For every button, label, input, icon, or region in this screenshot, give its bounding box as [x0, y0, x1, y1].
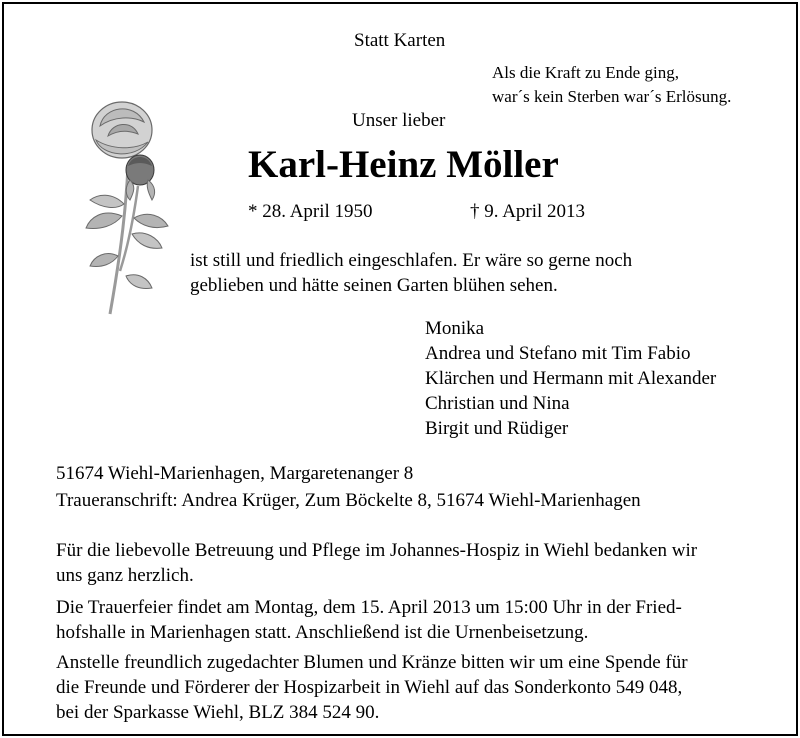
thanks-line: Für die liebevolle Betreuung und Pflege im Johannes-Hospiz in Wiehl bedanken wir — [56, 540, 698, 561]
family-list — [425, 316, 716, 441]
family-member: Christian und Nina — [425, 393, 570, 414]
service-line: hofshalle in Marienhagen statt. Anschließend ist die Urnenbeisetzung. — [56, 622, 589, 643]
intro-text: Unser lieber — [352, 110, 446, 131]
mourning-address: Traueranschrift: Andrea Krüger, Zum Böckelte 8, 51674 Wiehl-Marienhagen — [56, 490, 641, 511]
death-date: † 9. April 2013 — [470, 201, 586, 222]
birth-date: * 28. April 1950 — [248, 201, 373, 222]
service-paragraph — [56, 595, 682, 645]
donation-paragraph — [56, 650, 688, 725]
obituary-card — [2, 2, 798, 736]
verse — [492, 61, 731, 109]
family-member: Klärchen und Hermann mit Alexander — [425, 368, 717, 389]
family-member: Monika — [425, 318, 485, 339]
donation-line: Anstelle freundlich zugedachter Blumen und Kränze bitten wir um eine Spende für — [56, 652, 688, 673]
rose-icon — [82, 96, 172, 318]
family-member: Andrea und Stefano mit Tim Fabio — [425, 343, 691, 364]
family-member: Birgit und Rüdiger — [425, 418, 569, 439]
statt-karten-label: Statt Karten — [354, 30, 446, 51]
message — [190, 248, 632, 298]
message-line: geblieben und hätte seinen Garten blühen sehen. — [190, 275, 558, 296]
verse-line: war´s kein Sterben war´s Erlösung. — [492, 87, 732, 106]
thanks-paragraph — [56, 538, 697, 588]
thanks-line: uns ganz herzlich. — [56, 565, 194, 586]
service-line: Die Trauerfeier findet am Montag, dem 15. April 2013 um 15:00 Uhr in der Fried- — [56, 597, 682, 618]
donation-line: bei der Sparkasse Wiehl, BLZ 384 524 90. — [56, 702, 380, 723]
message-line: ist still und friedlich eingeschlafen. Er wäre so gerne noch — [190, 250, 633, 271]
verse-line: Als die Kraft zu Ende ging, — [492, 63, 679, 82]
home-address: 51674 Wiehl-Marienhagen, Margaretenanger 8 — [56, 463, 414, 484]
deceased-name: Karl-Heinz Möller — [248, 143, 559, 186]
donation-line: die Freunde und Förderer der Hospizarbeit in Wiehl auf das Sonderkonto 549 048, — [56, 677, 683, 698]
